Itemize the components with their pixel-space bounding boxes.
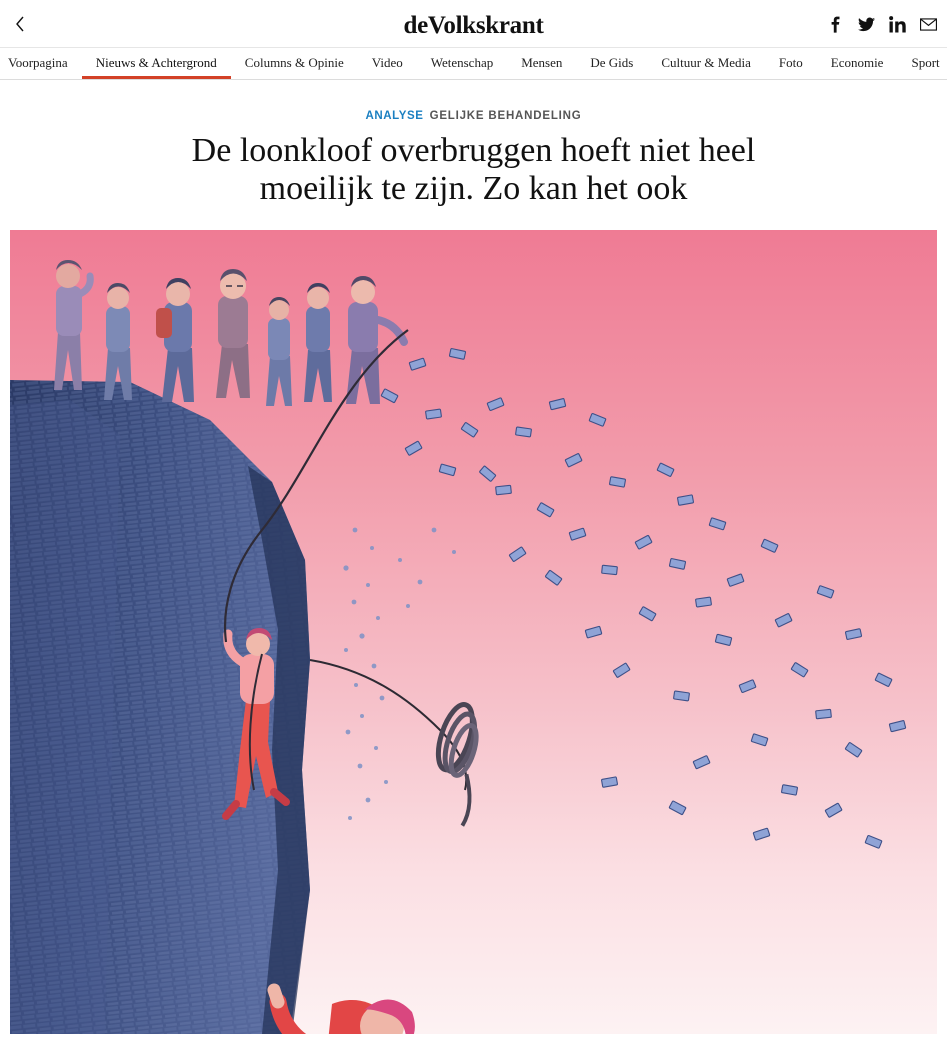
nav-item-sport[interactable] (897, 48, 947, 79)
chevron-left-icon (15, 16, 25, 32)
nav-item-label: Video (371, 54, 403, 70)
article-header (0, 80, 947, 208)
nav-item-label: Foto (778, 54, 803, 70)
nav-item-economie[interactable] (817, 48, 898, 79)
illustration-canvas (10, 230, 937, 1034)
nav-item-label: Voorpagina (8, 54, 68, 70)
linkedin-icon[interactable] (889, 16, 906, 33)
kicker-label: ANALYSE (365, 110, 424, 122)
article-illustration (10, 230, 937, 1034)
nav-item-de-gids[interactable] (576, 48, 647, 79)
site-logo-text: deVolkskrant (403, 12, 544, 39)
nav-item-mensen[interactable] (507, 48, 576, 79)
nav-item-voorpagina[interactable] (0, 48, 82, 79)
site-logo[interactable] (0, 12, 947, 40)
nav-item-wetenschap[interactable] (417, 48, 507, 79)
main-navigation[interactable] (0, 48, 947, 80)
article-kicker (0, 110, 947, 122)
social-share-group (827, 0, 937, 48)
nav-item-label: Mensen (521, 54, 563, 70)
nav-item-foto[interactable] (765, 48, 817, 79)
site-header (0, 0, 947, 48)
kicker-topic: GELIJKE BEHANDELING (429, 110, 582, 122)
illustration-svg (10, 230, 937, 1034)
nav-item-label: Columns & Opinie (244, 54, 344, 70)
nav-item-label: Economie (830, 54, 884, 70)
nav-item-label: Sport (911, 54, 940, 70)
nav-item-columns-opinie[interactable] (231, 48, 358, 79)
page-title: De loonkloof overbruggen hoeft niet heel moeilijk te zijn. Zo kan het ook (191, 132, 756, 208)
back-button[interactable] (0, 0, 40, 48)
email-icon[interactable] (920, 16, 937, 33)
twitter-icon[interactable] (858, 16, 875, 33)
facebook-icon[interactable] (827, 16, 844, 33)
nav-item-label: De Gids (590, 54, 634, 70)
nav-item-label: Nieuws & Achtergrond (95, 54, 217, 70)
nav-item-video[interactable] (358, 48, 417, 79)
nav-item-cultuur-media[interactable] (647, 48, 765, 79)
nav-item-nieuws-achtergrond[interactable] (82, 48, 231, 79)
nav-item-label: Cultuur & Media (661, 54, 751, 70)
nav-item-label: Wetenschap (430, 54, 494, 70)
